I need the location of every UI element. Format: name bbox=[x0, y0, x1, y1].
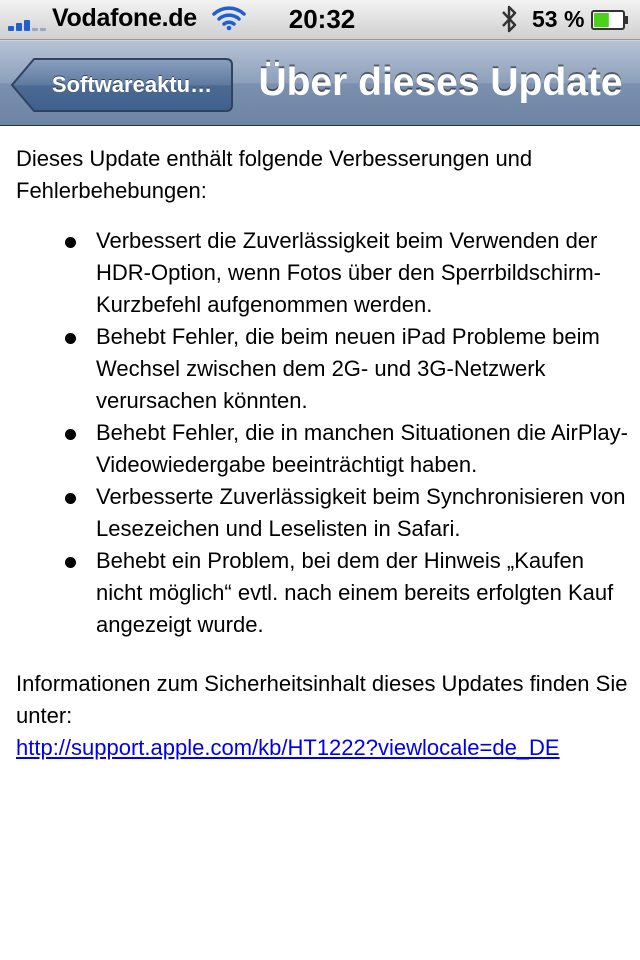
back-button-label: Softwareaktu… bbox=[51, 72, 213, 97]
list-item-text: Behebt Fehler, die in manchen Situationen die AirPlay-Videowiedergabe beeinträchtigt haben. bbox=[96, 420, 628, 477]
security-info-text: Informationen zum Sicherheitsinhalt dieses Updates finden Sie unter: bbox=[16, 671, 628, 728]
update-notes bbox=[16, 143, 632, 764]
list-item bbox=[16, 481, 632, 545]
intro-text: Dieses Update enthält folgende Verbesserungen und Fehlerbehebungen: bbox=[16, 146, 533, 203]
list-item bbox=[16, 321, 632, 417]
bullet-icon bbox=[65, 493, 76, 504]
carrier-name: Vodafone.de bbox=[52, 4, 197, 32]
navigation-bar bbox=[0, 40, 640, 126]
bullet-icon bbox=[65, 333, 76, 344]
list-item-text: Verbessert die Zuverlässigkeit beim Verwenden der HDR-Option, wenn Fotos über den Sperrbildschirm-Kurzbefehl aufgenommen werden. bbox=[96, 228, 601, 317]
improvements-list bbox=[16, 225, 632, 641]
list-item-text: Behebt ein Problem, bei dem der Hinweis „Kaufen nicht möglich“ evtl. nach einem bereits erfolgten Kauf angezeigt wurde. bbox=[96, 548, 614, 637]
status-time: 20:32 bbox=[288, 4, 356, 34]
battery-percentage: 53 % bbox=[532, 6, 585, 32]
list-item bbox=[16, 417, 632, 481]
list-item-text: Verbesserte Zuverlässigkeit beim Synchronisieren von Lesezeichen und Leselisten in Safari. bbox=[96, 484, 626, 541]
list-item bbox=[16, 225, 632, 321]
status-bar bbox=[0, 0, 640, 40]
list-item-text: Behebt Fehler, die beim neuen iPad Probleme beim Wechsel zwischen dem 2G- und 3G-Netzwerk verursachen könnten. bbox=[96, 324, 600, 413]
page-title: Über dieses Update bbox=[258, 61, 623, 104]
security-info-link[interactable]: http://support.apple.com/kb/HT1222?viewlocale=de_DE bbox=[16, 735, 560, 760]
list-item bbox=[16, 545, 632, 641]
battery-icon bbox=[591, 10, 629, 30]
bullet-icon bbox=[65, 237, 76, 248]
bullet-icon bbox=[65, 429, 76, 440]
back-button[interactable] bbox=[10, 57, 234, 113]
bullet-icon bbox=[65, 557, 76, 568]
bluetooth-icon bbox=[498, 4, 520, 34]
